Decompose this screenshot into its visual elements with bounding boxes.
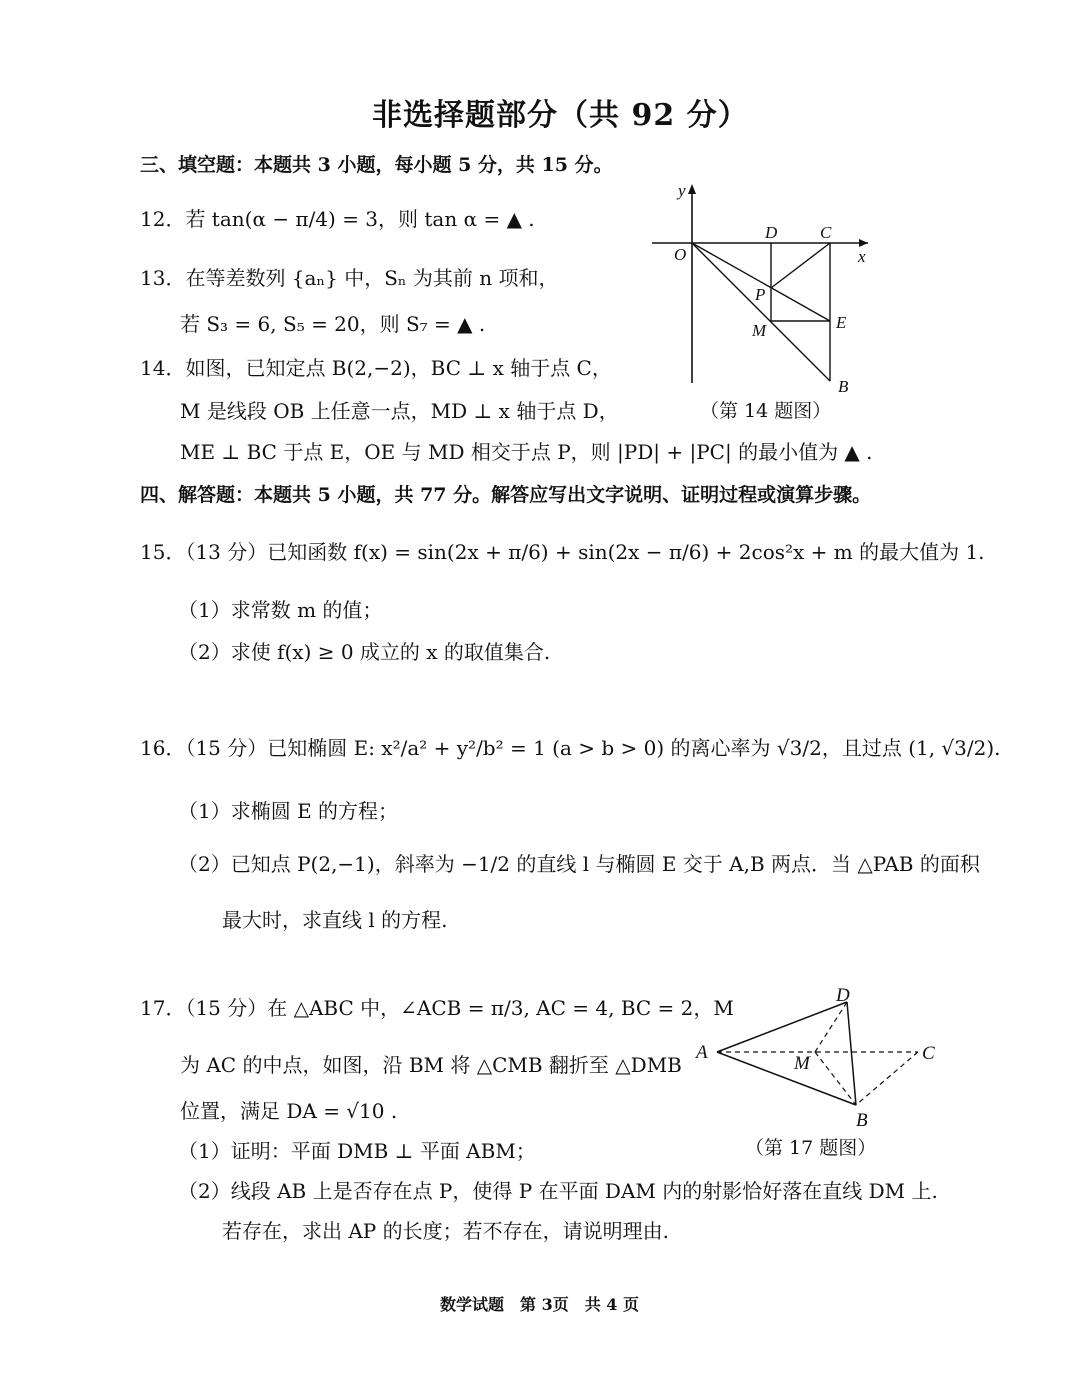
segment-AB [717,1052,856,1105]
question-17-part-1: （1）证明：平面 DMB ⊥ 平面 ABM； [178,1139,536,1163]
segment-AD [717,1002,847,1052]
question-13-line-1: 13．在等差数列 {aₙ} 中，Sₙ 为其前 n 项和， [140,266,559,290]
question-14-line-2: M 是线段 OB 上任意一点，MD ⊥ x 轴于点 D， [180,399,619,423]
label-y: y [678,181,686,200]
question-14-line-3: ME ⊥ BC 于点 E，OE 与 MD 相交于点 P，则 |PD| + |PC| 的最小值为 ▲ . [180,440,873,464]
label-B: B [856,1110,868,1130]
question-17-line-2: 为 AC 的中点，如图，沿 BM 将 △CMB 翻折至 △DMB [180,1053,682,1077]
label-P: P [755,285,766,304]
question-17-part-2-line-2: 若存在，求出 AP 的长度；若不存在，请说明理由. [222,1219,669,1243]
page-footer: 数学试题 第 3页 共 4 页 [440,1295,639,1314]
question-17-part-2-line-1: （2）线段 AB 上是否存在点 P，使得 P 在平面 DAM 内的射影恰好落在直线 DM 上. [178,1179,938,1203]
y-axis-arrow-icon [688,184,696,194]
segment-PC [771,243,830,288]
label-E: E [836,313,847,332]
question-16-part-1: （1）求椭圆 E 的方程； [178,799,399,823]
question-16-part-2-line-2: 最大时，求直线 l 的方程. [222,908,448,932]
label-x: x [858,247,866,266]
question-16-stem: 16．（15 分）已知椭圆 E: x²/a² + y²/b² = 1 (a > b > 0) 的离心率为 √3/2，且过点 (1, √3/2). [140,736,1001,760]
question-14-figure-caption: （第 14 题图） [700,400,832,422]
question-13-line-2: 若 S₃ = 6, S₅ = 20，则 S₇ = ▲ . [180,312,486,336]
label-M: M [752,321,767,340]
x-axis-arrow-icon [859,239,868,247]
question-17-figure [690,985,950,1130]
question-17-figure-caption: （第 17 题图） [745,1137,877,1159]
question-14-figure [640,178,880,398]
label-C: C [820,223,832,242]
question-17-line-1: 17．（15 分）在 △ABC 中，∠ACB = π/3, AC = 4, BC = 2，M [140,996,734,1020]
label-A: A [696,1042,708,1063]
label-B: B [838,377,849,396]
segment-MD-dashed [815,1002,847,1052]
segment-CB-dashed [856,1052,918,1105]
question-16-part-2-line-1: （2）已知点 P(2,−1)，斜率为 −1/2 的直线 l 与椭圆 E 交于 A,B 两点．当 △PAB 的面积 [178,852,980,876]
question-17-line-3: 位置，满足 DA = √10 . [180,1099,398,1123]
question-15-stem: 15．（13 分）已知函数 f(x) = sin(2x + π/6) + sin(2x − π/6) + 2cos²x + m 的最大值为 1. [140,540,985,564]
label-O: O [674,245,687,264]
question-15-part-1: （1）求常数 m 的值； [178,598,383,622]
segment-OE [692,243,830,321]
segment-OB [692,243,830,381]
question-14-line-1: 14．如图，已知定点 B(2,−2)，BC ⊥ x 轴于点 C， [140,356,612,380]
question-15-part-2: （2）求使 f(x) ≥ 0 成立的 x 的取值集合. [178,640,551,664]
section-solution-heading: 四、解答题：本题共 5 小题，共 77 分。解答应写出文字说明、证明过程或演算步骤。 [140,484,872,506]
question-12: 12．若 tan(α − π/4) = 3，则 tan α = ▲ . [140,207,535,231]
label-D: D [836,985,850,1006]
label-M: M [794,1053,810,1074]
segment-DB [847,1002,856,1105]
section-fill-in-blank-heading: 三、填空题：本题共 3 小题，每小题 5 分，共 15 分。 [140,154,613,176]
page-title: 非选择题部分（共 92 分） [372,98,749,133]
label-D: D [765,223,778,242]
label-C: C [922,1043,935,1064]
